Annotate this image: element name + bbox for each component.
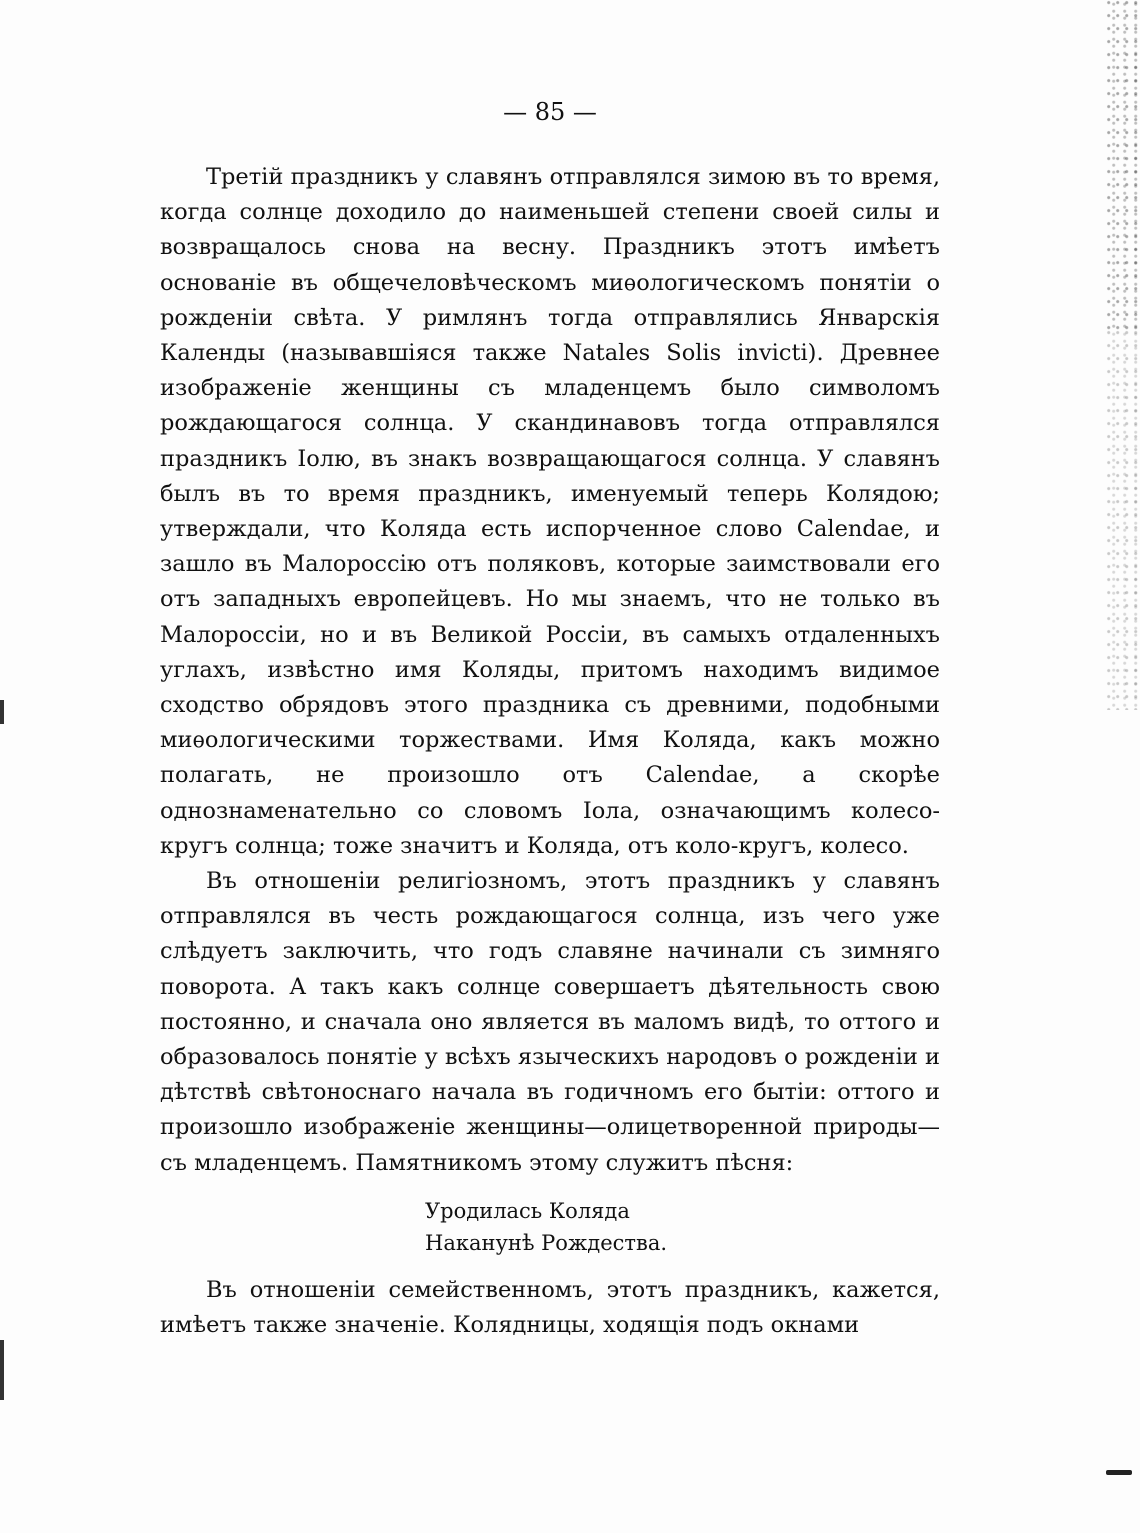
paragraph xyxy=(160,1273,940,1343)
scan-edge-mark xyxy=(0,700,4,724)
poem-line: Уродилась Коляда xyxy=(425,1198,630,1223)
paragraph-text: Третій праздникъ у славянъ отправлялся зимою въ то время, когда солнце доходило до наименьшей степени своей силы и возвращалось снова на весну. Праздникъ этотъ имѣетъ основаніе въ общечеловѣческомъ миѳологическомъ понятіи о рожденіи свѣта. У римлянъ тогда отправлялись Январскія Календы (называвшіяся также Natales Solis invicti). Древнее изображеніе женщины съ младенцемъ было символомъ рождающагося солнца. У скандинавовъ тогда отправлялся праздникъ Іолю, въ знакъ возвращающагося солнца. У славянъ былъ въ то время праздникъ, именуемый теперь Колядою; утверждали, что Коляда есть испорченное слово Calendae, и зашло въ Малороссію отъ поляковъ, которые заимствовали его отъ западныхъ европейцевъ. Но мы знаемъ, что не только въ Малороссіи, но и въ Великой Россіи, въ самыхъ отдаленныхъ углахъ, извѣстно имя Коляды, притомъ находимъ видимое сходство обрядовъ этого праздника съ древними, подобными миѳологическими торжествами. Имя Коляда, какъ можно полагать, не произошло отъ Calendae, а скорѣе однознаменательно со словомъ Іола, означающимъ колесо-кругъ солнца; тоже значитъ и Коляда, отъ коло-кругъ, колесо. xyxy=(160,164,940,859)
paragraph xyxy=(160,864,940,1181)
scan-noise-right-edge xyxy=(1106,330,1140,710)
paragraph-text: Въ отношеніи семейственномъ, этотъ праздникъ, кажется, имѣетъ также значеніе. Колядницы, ходящія подъ окнами xyxy=(160,1276,940,1339)
paragraph-text: Въ отношеніи религіозномъ, этотъ праздникъ у славянъ отправлялся въ честь рождающагося солнца, изъ чего уже слѣдуетъ заключить, что годъ славяне начинали съ зимняго поворота. А такъ какъ солнце совершаетъ дѣятельность свою постоянно, и сначала оно является въ маломъ видѣ, то оттого и образовалось понятіе у всѣхъ языческихъ народовъ о рожденіи и дѣтствѣ свѣтоноснаго начала въ годичномъ его бытіи: оттого и произошло изображеніе женщины—олицетворенной природы—съ младенцемъ. Памятникомъ этому служитъ пѣсня: xyxy=(160,868,941,1176)
song-quote xyxy=(160,1195,940,1259)
scan-noise-right-edge xyxy=(1106,0,1140,330)
poem-line: Наканунѣ Рождества. xyxy=(425,1230,668,1255)
page-number: — 85 — xyxy=(503,98,597,126)
body-text xyxy=(160,160,940,1343)
scan-edge-mark xyxy=(0,1340,4,1400)
paragraph xyxy=(160,160,940,864)
scan-ink-mark xyxy=(1106,1470,1132,1475)
